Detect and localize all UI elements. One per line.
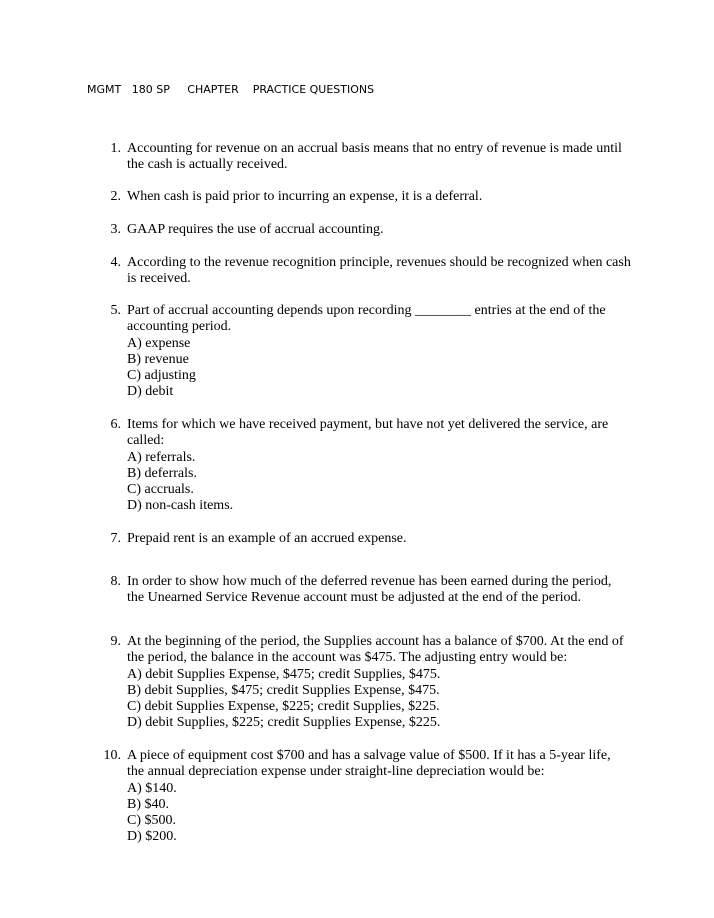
answer-option: D) non-cash items. (127, 498, 234, 514)
question-line: the period, the balance in the account was $475. The adjusting entry would be: (127, 650, 568, 666)
answer-option: B) debit Supplies, $475; credit Supplies Expense, $475. (127, 682, 440, 698)
answer-option: D) debit (127, 384, 174, 400)
answer-option: A) referrals. (127, 449, 196, 465)
answer-option: C) accruals. (127, 482, 194, 498)
question-line: GAAP requires the use of accrual accounting. (127, 222, 384, 237)
answer-option: D) debit Supplies, $225; credit Supplies Expense, $225. (127, 715, 441, 731)
question-line: the Unearned Service Revenue account must be adjusted at the end of the period. (127, 590, 582, 606)
question-number: 3. (110, 222, 121, 237)
answer-option: C) debit Supplies Expense, $225; credit Supplies, $225. (127, 699, 440, 715)
question-number: 8. (110, 574, 121, 589)
question-line: Part of accrual accounting depends upon recording ________ entries at the end of the (127, 303, 606, 318)
page-header: MGMT 180 SP CHAPTER PRACTICE QUESTIONS (87, 83, 375, 96)
question-line: Accounting for revenue on an accrual basis means that no entry of revenue is made until (127, 141, 622, 156)
question-number: 1. (110, 141, 121, 156)
question-line: the cash is actually received. (127, 157, 288, 173)
answer-option: A) expense (127, 335, 191, 351)
question-line: the annual depreciation expense under straight-line depreciation would be: (127, 764, 545, 780)
question-number: 2. (110, 189, 121, 204)
question-line: is received. (127, 271, 191, 287)
question-number: 7. (110, 531, 121, 546)
answer-option: B) revenue (127, 351, 189, 367)
question-number: 10. (103, 748, 121, 763)
question-line: At the beginning of the period, the Supplies account has a balance of $700. At the end of (127, 634, 624, 649)
question-number: 4. (110, 255, 121, 270)
question-number: 9. (110, 634, 121, 649)
answer-option: C) $500. (127, 813, 176, 829)
answer-option: B) deferrals. (127, 465, 197, 481)
question-line: A piece of equipment cost $700 and has a salvage value of $500. If it has a 5-year life, (127, 748, 611, 763)
answer-option: D) $200. (127, 829, 177, 845)
question-line: accounting period. (127, 319, 232, 335)
answer-option: C) adjusting (127, 368, 196, 384)
question-line: Items for which we have received payment, but have not yet delivered the service, are (127, 417, 609, 432)
question-line: When cash is paid prior to incurring an expense, it is a deferral. (127, 189, 483, 204)
question-number: 6. (110, 417, 121, 432)
question-line: According to the revenue recognition principle, revenues should be recognized when cash (127, 255, 631, 270)
answer-option: B) $40. (127, 796, 169, 812)
question-line: called: (127, 433, 165, 449)
answer-option: A) debit Supplies Expense, $475; credit Supplies, $475. (127, 666, 441, 682)
question-number: 5. (110, 303, 121, 318)
question-line: In order to show how much of the deferred revenue has been earned during the period, (127, 574, 612, 589)
question-line: Prepaid rent is an example of an accrued expense. (127, 531, 407, 546)
answer-option: A) $140. (127, 780, 177, 796)
